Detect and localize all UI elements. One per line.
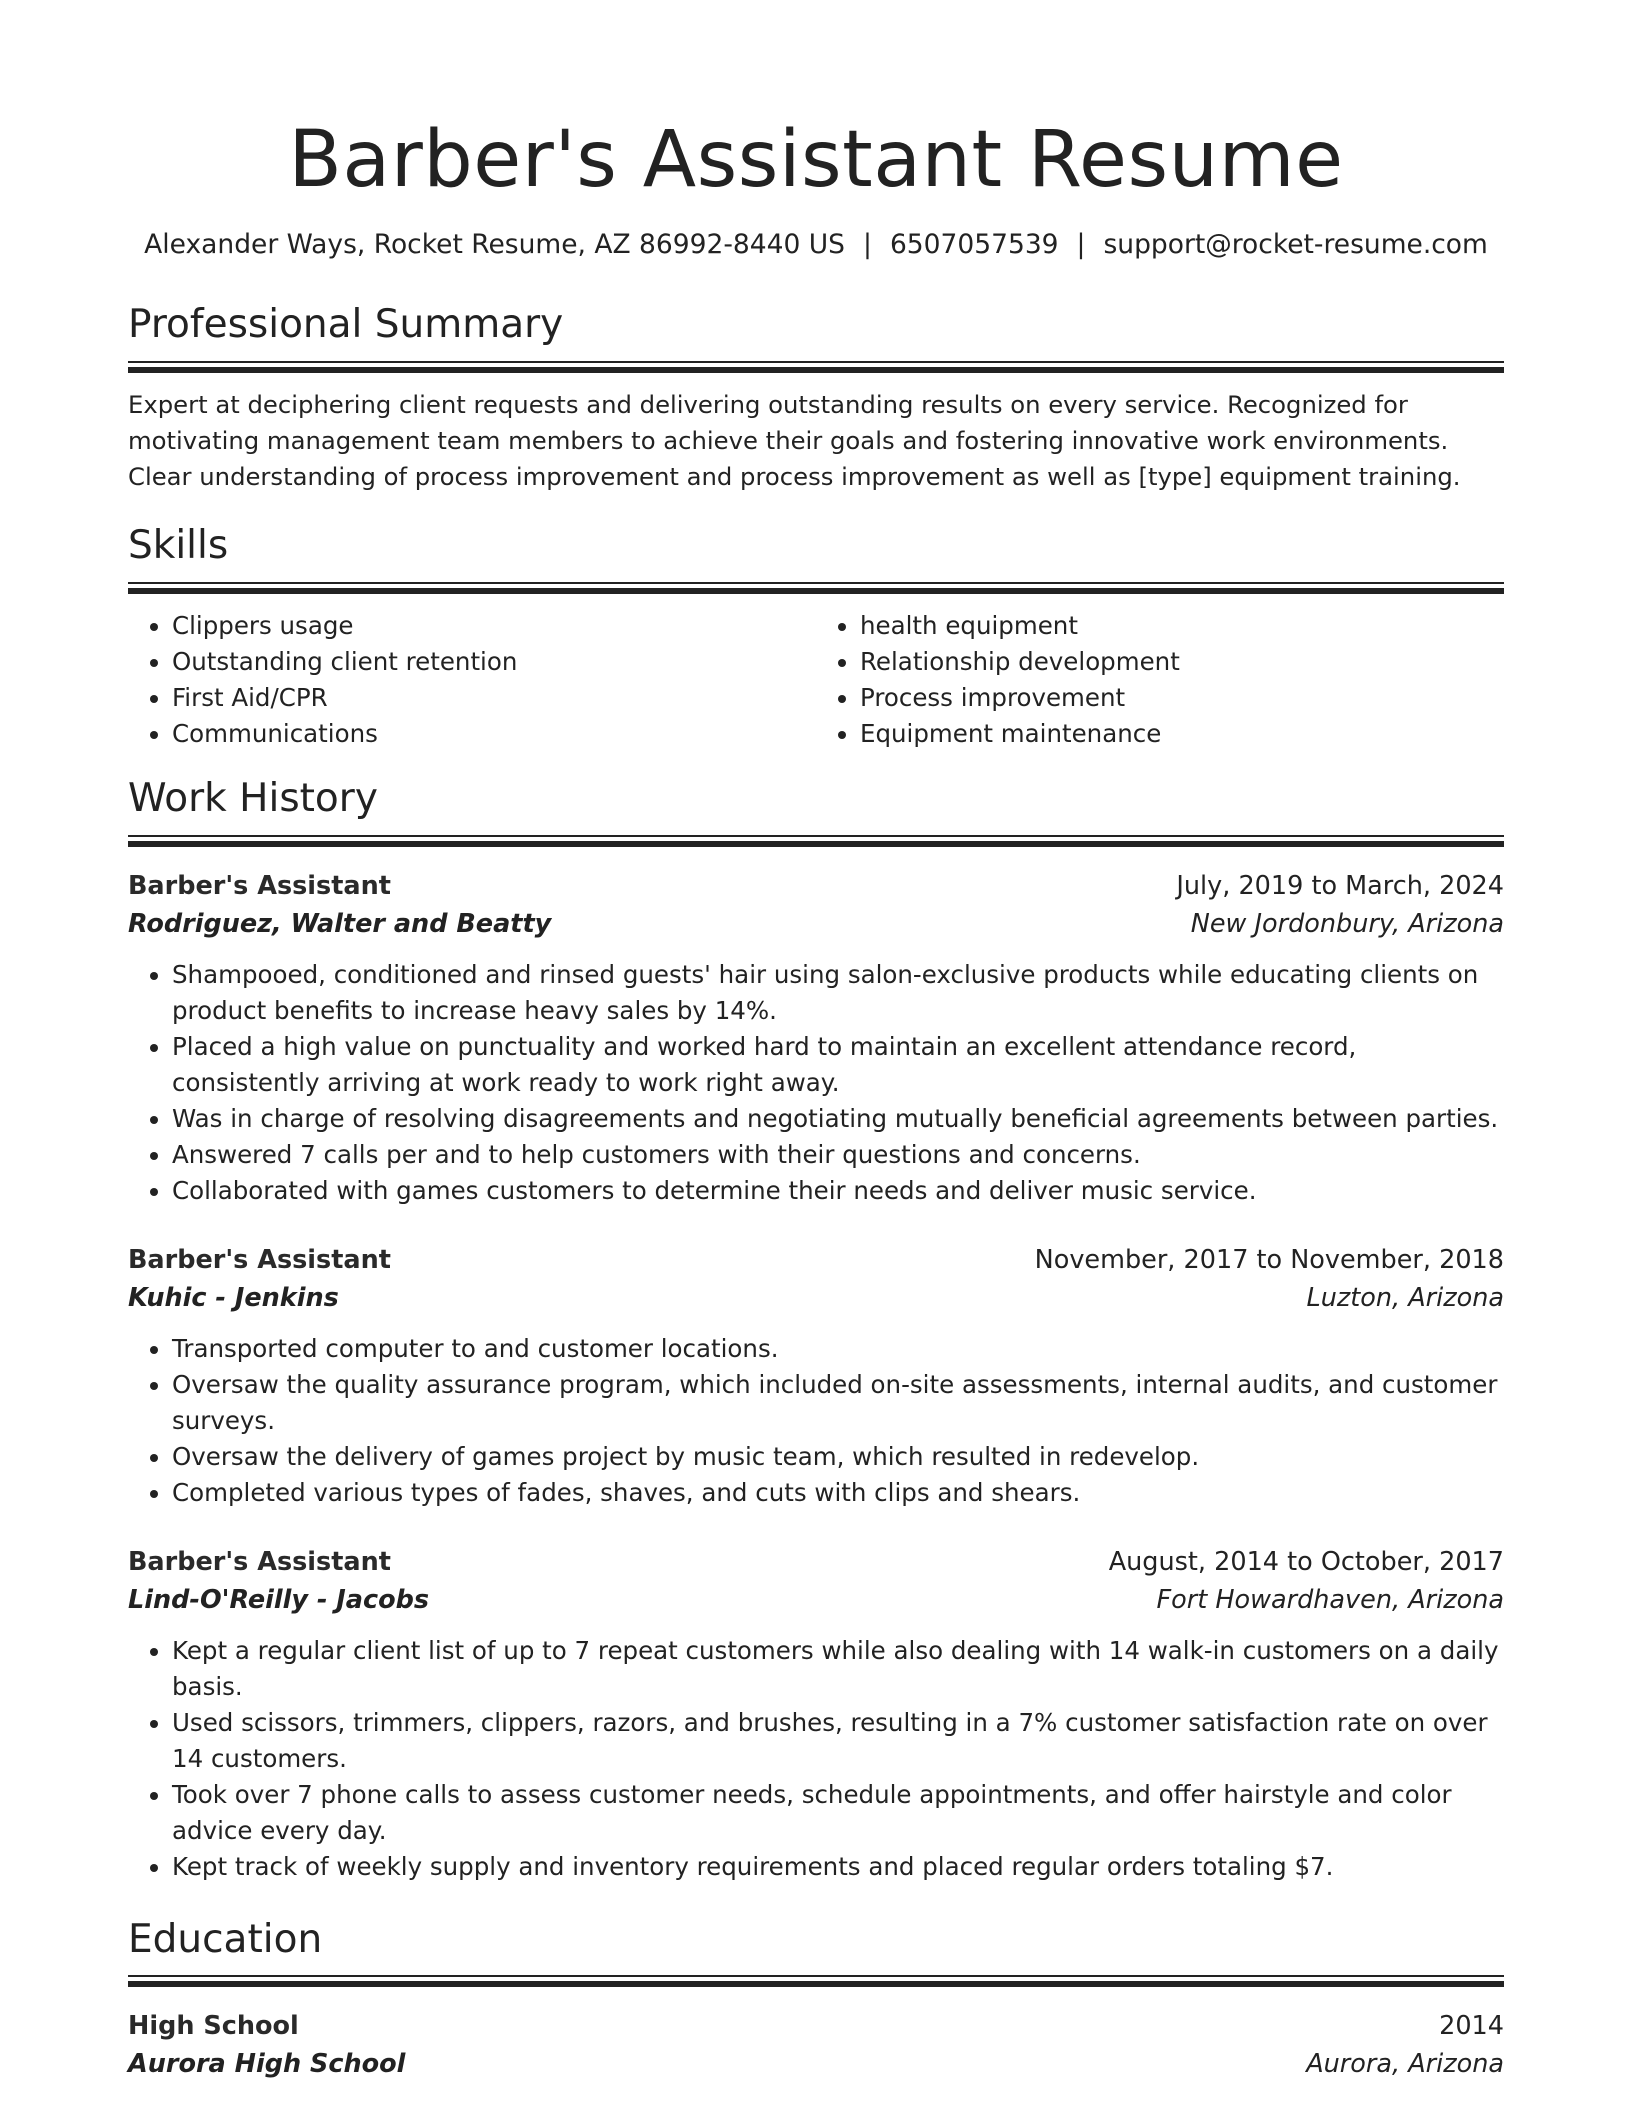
job-bullets <box>128 1331 1504 1511</box>
job-title: Barber's Assistant <box>128 1244 391 1275</box>
skills-column-right <box>816 608 1504 752</box>
job-bullets <box>128 1633 1504 1885</box>
contact-email[interactable]: support@rocket-resume.com <box>1103 228 1488 260</box>
summary-section <box>128 302 1504 495</box>
section-divider <box>128 835 1504 847</box>
summary-heading: Professional Summary <box>128 302 564 348</box>
education-year: 2014 <box>1439 2011 1504 2042</box>
contact-phone: 6507057539 <box>889 228 1059 260</box>
job-bullet: • Used scissors, trimmers, clippers, razors, and brushes, resulting in a 7% customer satisfaction rate on over 14 customers. <box>172 1705 1504 1777</box>
skills-section <box>128 523 1504 752</box>
job-bullet: • Completed various types of fades, shaves, and cuts with clips and shears. <box>172 1475 1504 1511</box>
section-divider <box>128 582 1504 594</box>
education-location: Aurora, Arizona <box>1306 2049 1504 2080</box>
skills-column-left <box>128 608 816 752</box>
contact-separator: | <box>1076 228 1086 260</box>
skills-grid <box>128 608 1504 752</box>
job-company: Rodriguez, Walter and Beatty <box>128 908 552 939</box>
contact-address: Alexander Ways, Rocket Resume, AZ 86992-8440 US <box>144 228 845 260</box>
skill-item: • Process improvement <box>860 680 1504 716</box>
job-bullet: • Kept track of weekly supply and inventory requirements and placed regular orders totaling $7. <box>172 1849 1504 1885</box>
education-heading: Education <box>128 1916 323 1962</box>
job-dates: November, 2017 to November, 2018 <box>1034 1244 1504 1275</box>
job-bullet: • Transported computer to and customer locations. <box>172 1331 1504 1367</box>
job-bullet: • Oversaw the delivery of games project by music team, which resulted in redevelop. <box>172 1439 1504 1475</box>
skill-item: • Equipment maintenance <box>860 716 1504 752</box>
work-history-heading: Work History <box>128 775 378 821</box>
education-header-row <box>128 2007 1504 2045</box>
job-header-row <box>128 1241 1504 1279</box>
job-location: New Jordonbury, Arizona <box>1190 908 1504 939</box>
job-bullet: • Collaborated with games customers to determine their needs and deliver music service. <box>172 1173 1504 1209</box>
section-divider <box>128 1975 1504 1987</box>
education-entry <box>128 2007 1504 2083</box>
contact-line <box>128 228 1504 262</box>
skill-item: • Communications <box>172 716 816 752</box>
skill-item: • Outstanding client retention <box>172 644 816 680</box>
job-bullet: • Shampooed, conditioned and rinsed guests' hair using salon-exclusive products while educating clients on product benefits to increase heavy sales by 14%. <box>172 957 1504 1029</box>
job-company-row <box>128 1279 1504 1317</box>
job-entry <box>128 1543 1504 1885</box>
education-school: Aurora High School <box>128 2049 406 2080</box>
job-bullet: • Placed a high value on punctuality and worked hard to maintain an excellent attendance record, consistently arriving at work ready to work right away. <box>172 1029 1504 1101</box>
education-degree: High School <box>128 2011 299 2042</box>
job-entry <box>128 867 1504 1209</box>
resume-title: Barber's Assistant Resume <box>288 115 1344 205</box>
job-dates: August, 2014 to October, 2017 <box>1108 1546 1504 1577</box>
job-location: Luzton, Arizona <box>1306 1282 1504 1313</box>
job-dates: July, 2019 to March, 2024 <box>1176 870 1504 901</box>
job-bullet: • Oversaw the quality assurance program, which included on-site assessments, internal audits, and customer surveys. <box>172 1367 1504 1439</box>
education-section <box>128 1917 1504 2084</box>
skill-item: • Relationship development <box>860 644 1504 680</box>
skill-item: • First Aid/CPR <box>172 680 816 716</box>
job-bullets <box>128 957 1504 1209</box>
skill-item: • health equipment <box>860 608 1504 644</box>
summary-text: Expert at deciphering client requests and delivering outstanding results on every service. Recognized for motivating management team members to achieve their goals and fostering innovative work environments. Clear understanding of process improvement and process improvement as well as [type] equipment training. <box>128 390 1461 492</box>
job-company-row <box>128 1581 1504 1619</box>
job-bullet: • Was in charge of resolving disagreements and negotiating mutually beneficial agreements between parties. <box>172 1101 1504 1137</box>
job-header-row <box>128 1543 1504 1581</box>
job-bullet: • Kept a regular client list of up to 7 repeat customers while also dealing with 14 walk-in customers on a daily basis. <box>172 1633 1504 1705</box>
job-bullet: • Answered 7 calls per and to help customers with their questions and concerns. <box>172 1137 1504 1173</box>
job-header-row <box>128 867 1504 905</box>
job-company: Lind-O'Reilly - Jacobs <box>128 1584 430 1615</box>
job-entry <box>128 1241 1504 1511</box>
work-history-section <box>128 776 1504 1885</box>
job-company-row <box>128 905 1504 943</box>
job-title: Barber's Assistant <box>128 1546 391 1577</box>
job-title: Barber's Assistant <box>128 870 391 901</box>
skill-item: • Clippers usage <box>172 608 816 644</box>
job-company: Kuhic - Jenkins <box>128 1282 339 1313</box>
education-school-row <box>128 2045 1504 2083</box>
job-location: Fort Howardhaven, Arizona <box>1156 1584 1504 1615</box>
job-bullet: • Took over 7 phone calls to assess customer needs, schedule appointments, and offer hairstyle and color advice every day. <box>172 1777 1504 1849</box>
section-divider <box>128 361 1504 373</box>
contact-separator: | <box>863 228 872 260</box>
skills-heading: Skills <box>128 523 229 569</box>
